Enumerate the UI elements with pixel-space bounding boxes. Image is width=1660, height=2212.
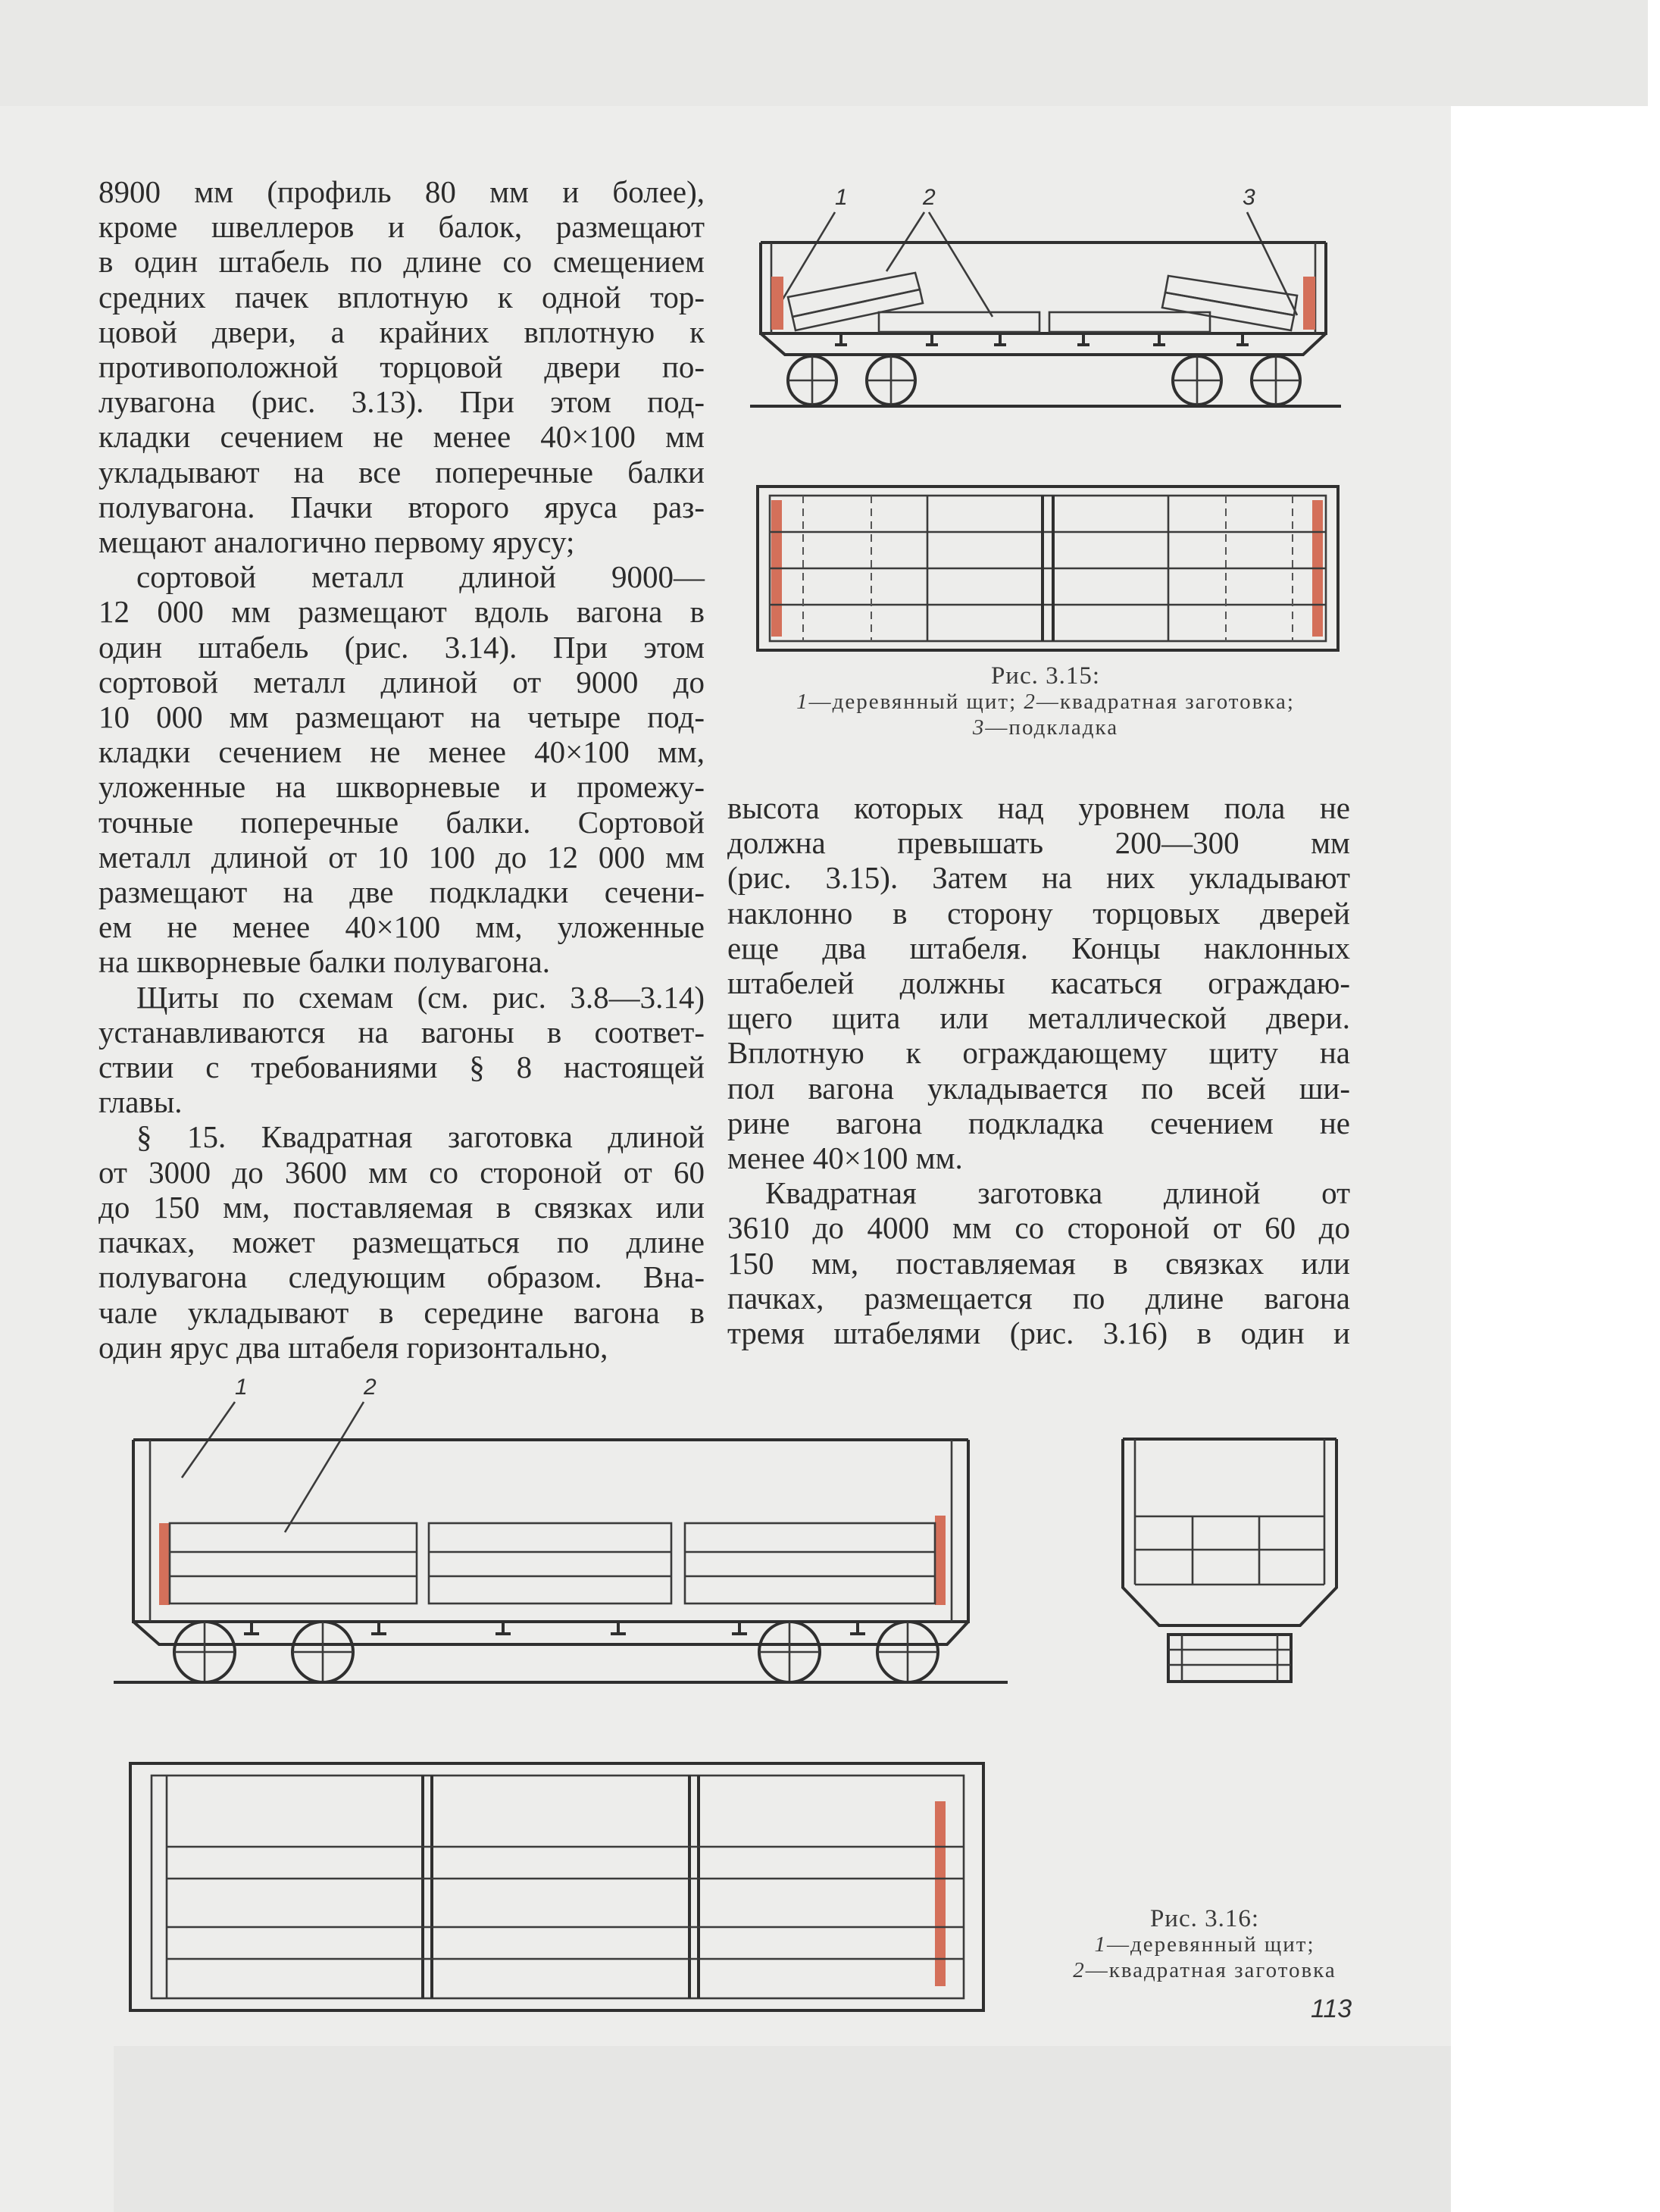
text-line: на шкворневые балки полувагона. <box>98 944 551 980</box>
text-line: укладывают на все поперечные балки <box>98 454 705 490</box>
fig-3-15-legend-1-text: —деревянный щит; <box>808 690 1018 714</box>
text-line: пачках, размещается по длине вагона <box>727 1280 1350 1316</box>
text-line: штабелей должны касаться ограждаю- <box>727 965 1350 1001</box>
fig-3-15-side-view <box>750 182 1341 424</box>
fig-3-15-callout-2: 2 <box>923 185 936 210</box>
fig-3-15-legend-3-text: —подкладка <box>985 715 1119 740</box>
text-line: еще два штабеля. Концы наклонных <box>727 930 1350 965</box>
text-line: цовой двери, а крайних вплотную к <box>98 314 705 349</box>
text-line: ем не менее 40×100 мм, уложенные <box>98 909 705 945</box>
fig-3-16-end-view <box>1120 1436 1340 1686</box>
text-line: мещают аналогично первому ярусу; <box>98 524 575 560</box>
scan-bottom-shadow <box>114 2046 1451 2212</box>
text-line: тремя штабелями (рис. 3.16) в один и <box>727 1316 1350 1351</box>
text-line: кроме швеллеров и балок, размещают <box>98 209 705 245</box>
text-line: устанавливаются на вагоны в соответ- <box>98 1014 705 1050</box>
fig-3-15-supports <box>835 333 1249 345</box>
text-line: пол вагона укладывается по всей ши- <box>727 1070 1350 1106</box>
text-line: кладки сечением не менее 40×100 мм <box>98 419 705 455</box>
text-line: сортовой металл длиной 9000— <box>136 559 705 595</box>
text-line: пачках, может размещаться по длине <box>98 1225 705 1260</box>
text-line: средних пачек вплотную к одной тор- <box>98 279 705 314</box>
text-line: 3610 до 4000 мм со стороной от 60 до <box>727 1210 1350 1246</box>
fig-3-16-wheels <box>174 1622 938 1682</box>
text-line: 150 мм, поставляемая в связках или <box>727 1245 1350 1281</box>
text-line: рине вагона подкладка сечением не <box>727 1105 1350 1140</box>
fig-3-15-legend-2-text: —квадратная заготовка; <box>1036 690 1295 714</box>
fig-3-16-legend-1-num: 1 <box>1094 1932 1107 1957</box>
text-line: сортовой металл длиной от 9000 до <box>98 664 705 699</box>
fig-3-16-legend-2-num: 2 <box>1073 1958 1086 1982</box>
fig-3-16-callout-2: 2 <box>364 1375 377 1400</box>
text-line: менее 40×100 мм. <box>727 1140 963 1176</box>
text-line: щего щита или металлической двери. <box>727 1000 1350 1036</box>
text-line: полувагона. Пачки второго яруса раз- <box>98 489 705 524</box>
text-line: 8900 мм (профиль 80 мм и более), <box>98 174 705 209</box>
text-line: Квадратная заготовка длиной от <box>765 1175 1350 1211</box>
text-line: наклонно в сторону торцовых дверей <box>727 895 1350 931</box>
fig-3-16-caption <box>1046 1906 1364 1983</box>
text-line: должна превышать 200—300 мм <box>727 825 1350 861</box>
right-text-column <box>727 790 1350 1350</box>
text-line: главы. <box>98 1084 183 1120</box>
text-line: лувагона (рис. 3.13). При этом под- <box>98 384 705 420</box>
text-line: Вплотную к ограждающему щиту на <box>727 1035 1350 1071</box>
text-line: высота которых над уровнем пола не <box>727 790 1350 825</box>
text-line: чале укладывают в середине вагона в <box>98 1294 705 1330</box>
text-line: один штабель (рис. 3.14). При этом <box>98 629 705 665</box>
fig-3-15-legend-1-num: 1 <box>796 690 809 714</box>
text-line: § 15. Квадратная заготовка длиной <box>136 1119 705 1155</box>
fig-3-16-callout-1: 1 <box>235 1375 248 1400</box>
fig-3-16-title: Рис. 3.16: <box>1149 1905 1260 1932</box>
fig-3-16-legend-2-text: —квадратная заготовка <box>1085 1958 1336 1982</box>
fig-3-15-callout-1: 1 <box>835 185 848 210</box>
fig-3-16-legend-1-text: —деревянный щит; <box>1106 1932 1315 1957</box>
text-line: 10 000 мм размещают на четыре под- <box>98 699 705 735</box>
fig-3-15-plan-view <box>756 485 1340 652</box>
text-line: размещают на две подкладки сечени- <box>98 874 705 910</box>
text-line: точные поперечные балки. Сортовой <box>98 804 705 840</box>
text-line: металл длиной от 10 100 до 12 000 мм <box>98 839 705 874</box>
text-line: противоположной торцовой двери по- <box>98 349 705 385</box>
page-number: 113 <box>1311 1995 1352 2023</box>
fig-3-15-shield-left <box>771 277 783 330</box>
text-line: уложенные на шкворневые и промежу- <box>98 769 705 805</box>
fig-3-15-legend-3-num: 3 <box>972 715 986 740</box>
fig-3-15-wheels <box>788 356 1300 405</box>
text-line: ствии с требованиями § 8 настоящей <box>98 1050 705 1085</box>
text-line: полувагона следующим образом. Вна- <box>98 1259 705 1295</box>
text-line: от 3000 до 3600 мм со стороной от 60 <box>98 1154 705 1190</box>
fig-3-16-side-view <box>114 1372 1008 1690</box>
fig-3-16-plan-view <box>129 1762 985 2012</box>
fig-3-15-legend-2-num: 2 <box>1024 690 1036 714</box>
text-line: один ярус два штабеля горизонтально, <box>98 1329 608 1365</box>
text-line: (рис. 3.15). Затем на них укладывают <box>727 860 1350 896</box>
text-line: кладки сечением не менее 40×100 мм, <box>98 734 705 770</box>
fig-3-15-callout-3: 3 <box>1243 185 1255 210</box>
left-text-column <box>98 174 705 1365</box>
scan-right-margin <box>1451 106 1660 2212</box>
fig-3-15-caption <box>750 663 1341 740</box>
fig-3-15-title: Рис. 3.15: <box>990 662 1101 690</box>
text-line: Щиты по схемам (см. рис. 3.8—3.14) <box>136 979 705 1015</box>
fig-3-16-shield-right <box>935 1516 946 1605</box>
fig-3-15-shield-right <box>1303 277 1315 330</box>
fig-3-16-shield-left <box>159 1523 170 1605</box>
text-line: в один штабель по длине со смещением <box>98 244 705 280</box>
text-line: 12 000 мм размещают вдоль вагона в <box>98 594 705 630</box>
text-line: до 150 мм, поставляемая в связках или <box>98 1189 705 1225</box>
